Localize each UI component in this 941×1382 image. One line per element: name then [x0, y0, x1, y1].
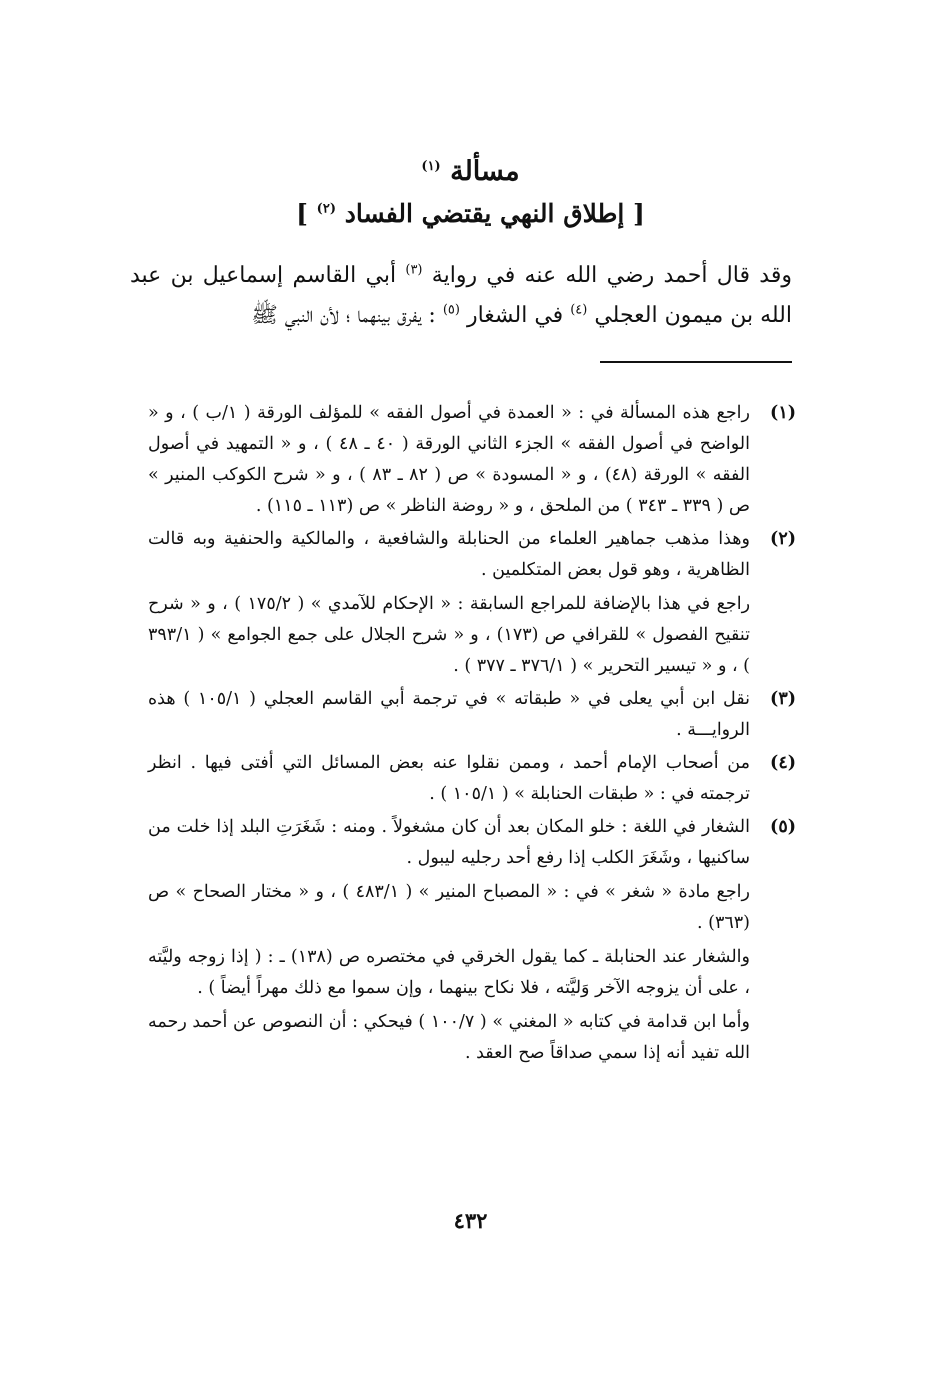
footnote-paragraph: راجع مادة « شغر » في : « المصباح المنير » ( ٤٨٣/١ ) ، و « مختار الصحاح » ص (٣٦٣) .	[148, 882, 750, 933]
main-text-paragraph	[130, 256, 792, 336]
footnote-number: (٢)	[770, 529, 796, 549]
footnote-paragraph: من أصحاب الإمام أحمد ، وممن نقلوا عنه بعض المسائل التي أفتى فيها . انظر ترجمته في : « طبقات الحنابلة » ( ١٠٥/١ ) .	[148, 753, 750, 804]
page-number: ٤٣٢	[453, 1208, 488, 1233]
chapter-subtitle	[0, 196, 941, 232]
footnote-paragraph: وهذا مذهب جماهير العلماء من الحنابلة والشافعية ، والمالكية والحنفية وبه قالت الظاهرية ، وهو قول بعض المتكلمين .	[148, 529, 750, 580]
footnote-3	[148, 684, 796, 746]
footnote-separator	[600, 361, 792, 363]
footnote-ref-3: (٣)	[405, 262, 423, 278]
footnote-5	[148, 812, 796, 1069]
footnote-number: (٣)	[770, 689, 796, 709]
footnote-paragraph: والشغار عند الحنابلة ـ كما يقول الخرقي في مختصره ص (١٣٨) ـ : ( إذا زوجه وليَّته ، على أن يزوجه الآخر وَليَّته ، فلا نكاح بينهما ، وإن سموا مع ذلك مهراً أيضاً ) .	[148, 947, 750, 998]
footnotes-section	[148, 398, 796, 1071]
chapter-subtitle-text: [ إطلاق النهي يقتضي الفساد	[344, 199, 645, 228]
footnote-ref-4: (٤)	[570, 302, 588, 318]
footnote-number: (١)	[770, 403, 796, 423]
chapter-title-footnote-ref: (١)	[421, 159, 441, 174]
main-text-part-2: أبي القاسم إسماعيل بن عبد الله بن ميمون العجلي	[130, 263, 792, 328]
chapter-title-text: مسألة	[450, 156, 520, 187]
main-text-part-4: : يفرق بينهما ؛ لأن النبي ﷺ	[251, 303, 436, 328]
chapter-subtitle-footnote-ref: (٢)	[316, 201, 336, 217]
footnote-2	[148, 524, 796, 682]
footnote-paragraph: راجع في هذا بالإضافة للمراجع السابقة : « الإحكام للآمدي » ( ١٧٥/٢ ) ، و « شرح تنقيح الفصول » للقرافي ص (١٧٣) ، و « شرح الجلال على جمع الجوامع » ( ٣٩٣/١ ) ، و « تيسير التحرير » ( ٣٧٦/١ ـ ٣٧٧ ) .	[148, 594, 751, 676]
footnote-ref-5: (٥)	[442, 302, 460, 318]
footnote-paragraph: نقل ابن أبي يعلى في « طبقاته » في ترجمة أبي القاسم العجلي ( ١٠٥/١ ) هذه الروايـــة .	[148, 689, 750, 740]
main-text-part-3: في الشغار	[466, 303, 564, 328]
footnote-1	[148, 398, 796, 522]
main-text-part-1: وقد قال أحمد رضي الله عنه في رواية	[431, 263, 792, 288]
footnote-number: (٤)	[770, 753, 796, 773]
chapter-title	[0, 154, 941, 190]
footnote-paragraph: راجع هذه المسألة في : « العمدة في أصول الفقه » للمؤلف الورقة ( ١/ب ) ، و « الواضح في أصول الفقه » الجزء الثاني الورقة ( ٤٠ ـ ٤٨ ) ، و « التمهيد في أصول الفقه » الورقة (٤٨) ، و « المسودة » ص ( ٨٢ ـ ٨٣ ) ، و « شرح الكوكب المنير » ص ( ٣٣٩ ـ ٣٤٣ ) من الملحق ، و « روضة الناظر » ص (١١٣ ـ ١١٥) .	[148, 403, 751, 516]
footnote-4	[148, 748, 796, 810]
footnote-paragraph: الشغار في اللغة : خلو المكان بعد أن كان مشغولاً . ومنه : شَغَرَتِ البلد إذا خلت من ساكنيها ، وشَغَرَ الكلب إذا رفع أحد رجليه ليبول .	[148, 817, 750, 868]
footnote-number: (٥)	[770, 817, 796, 837]
chapter-subtitle-bracket: ]	[296, 199, 308, 228]
footnote-paragraph: وأما ابن قدامة في كتابه « المغني » ( ١٠٠/٧ ) فيحكي : أن النصوص عن أحمد رحمه الله تفيد أنه إذا سمي صداقاً صح العقد .	[148, 1012, 750, 1063]
